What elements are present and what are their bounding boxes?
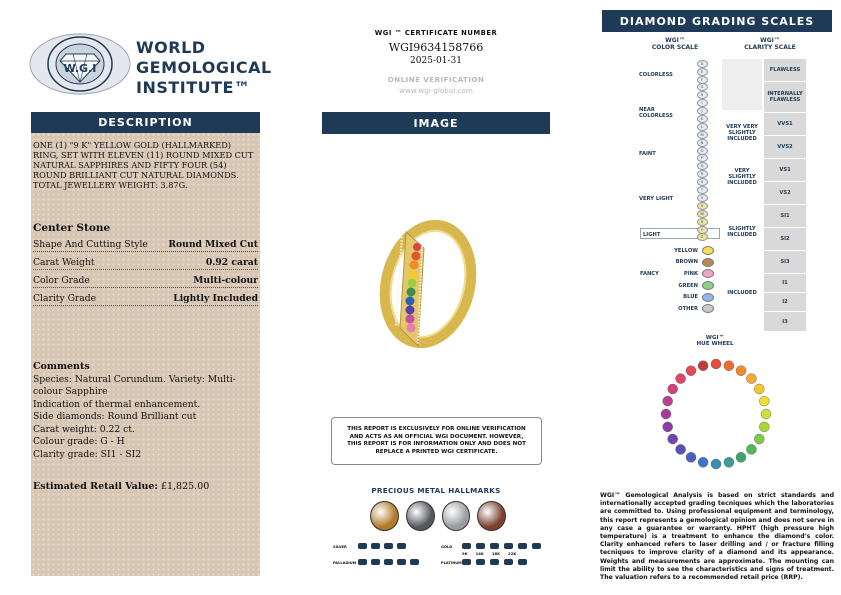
hue-swatch [698,457,708,467]
clarity-grade-cell: FLAWLESS [764,58,806,81]
fancy-color-item: OTHER [660,303,714,315]
hue-swatch [676,374,686,384]
logo-line-2: GEMOLOGICAL [136,58,272,77]
gold-karat-row: 9K 14K 18K 22K [462,551,517,556]
wgi-logo-seal [28,28,132,100]
clarity-grade-cell: VVS2 [764,135,806,158]
clarity-group-si: SLIGHTLY INCLUDED [722,198,762,265]
retail-value [33,481,209,492]
hue-wheel [655,348,777,476]
hallmark-gold-label: GOLD [441,545,453,549]
color-grade-diamond-icon: L [694,123,710,131]
hue-swatch [746,444,756,454]
color-grade-diamond-icon: U [694,194,710,202]
color-grade-diamond-icon: X [694,218,710,226]
hue-swatch [736,366,746,376]
verification-link[interactable]: www.wgi-global.com [399,86,473,95]
fancy-color-item: BROWN [660,257,714,269]
retail-amount: £1,825.00 [160,481,210,492]
hue-swatch [663,422,673,432]
hue-swatch [724,361,734,371]
hue-swatch [754,384,764,394]
clarity-group-i: INCLUDED [722,264,762,320]
fancy-diamond-icon [702,281,714,290]
color-group-label: LIGHT [643,232,661,238]
color-grade-diamond-icon: H [694,92,710,100]
color-group-label: COLORLESS [639,72,673,78]
hue-swatch [759,422,769,432]
hue-swatch [724,457,734,467]
color-grade-diamond-icon: M [694,131,710,139]
fine-print: WGI™ Gemological Analysis is based on strict standards and internationally accepted grading tecniques which the laboratories are committed to. Using professional equipment and terminology, this report represents a gemological opinion and does not serve in any case a guarantee or warranty. HPHT (high pressure high temperature) is a treatment to enhance the diamond's color. Clarity enhanced refers to laser drilling and / or fracture filling tecniques to improve clarity of a diamond and its appearance. Weights and measurements are approximate. The mounting can limit the ability to see the characteristics and signs of treatment. The valuation refers to a recommended retail price (RRP). [600,492,834,582]
clarity-scale-title: WGI™ CLARITY SCALE [744,37,796,51]
grading-header: DIAMOND GRADING SCALES [602,10,832,32]
hallmark-palladium-label: PALLADIUM [333,561,357,565]
certificate-date: 2025-01-31 [410,56,462,66]
description-text: ONE (1) "9 K" YELLOW GOLD (HALLMARKED) RING, SET WITH ELEVEN (11) ROUND MIXED CUT NATURAL SAPPHIRES AND FIFTY FOUR (54) ROUND BRILLIANT CUT NATURAL DIAMONDS. TOTAL JEWELLERY WEIGHT: 3.87G. [33,140,254,190]
comments-section [33,361,248,461]
center-stone-row: Clarity Grade Lightly Included [33,288,258,306]
color-group-label: NEAR COLORLESS [639,107,673,119]
color-grade-diamond-icon: J [694,107,710,115]
center-stone-title: Center Stone [33,222,111,234]
clarity-grade-cell: I3 [764,311,806,331]
hallmark-coin-icon [406,501,435,531]
clarity-scale [722,58,806,325]
hue-swatch [761,409,771,419]
center-stone-row: Shape And Cutting Style Round Mixed Cut [33,234,258,252]
color-grade-diamond-icon: S [694,178,710,186]
comment-line: Clarity grade: SI1 - SI2 [33,448,142,460]
color-grade-diamond-icon: Z [694,234,710,242]
hallmark-coin-icon [370,501,399,531]
color-grade-diamond-icon: N [694,139,710,147]
color-scale-title: WGI™ COLOR SCALE [651,37,699,51]
seal-text: W.G.I [63,62,97,75]
fancy-diamond-icon [702,304,714,313]
ring-photo [372,208,482,358]
clarity-grade-cell: SI2 [764,227,806,250]
certificate-number: WGI9634158766 [388,41,484,54]
hallmark-coin-icon [477,501,506,531]
color-grade-diamond-icon: P [694,155,710,163]
fancy-diamond-icon [702,246,714,255]
retail-label: Estimated Retail Value: [33,481,158,492]
color-grade-diamond-icon: V [694,202,710,210]
clarity-grade-cell: SI3 [764,250,806,273]
clarity-group-vs: VERY SLIGHTLY INCLUDED [722,154,762,199]
hue-wheel-title: WGI™ HUE WHEEL [696,335,734,347]
hallmark-coins [370,501,506,533]
fancy-color-item: PINK [660,268,714,280]
hue-swatch [676,444,686,454]
color-grade-diamond-icon: F [694,76,710,84]
hue-swatch [663,396,673,406]
fancy-diamond-icon [702,269,714,278]
hue-swatch [759,396,769,406]
description-header: DESCRIPTION [31,112,260,133]
clarity-grade-cell: VS1 [764,158,806,181]
center-stone-row: Carat Weight 0.92 carat [33,252,258,270]
color-grade-diamond-icon: D [694,60,710,68]
hue-swatch [711,459,721,469]
comment-line: Side diamonds: Round Brilliant cut [33,411,197,422]
hallmark-silver-label: SILVER [333,545,347,549]
fancy-diamond-icon [702,258,714,267]
hallmark-stamps [356,542,546,572]
fancy-diamond-icon [702,293,714,302]
hue-swatch [754,434,764,444]
comment-line: Indication of thermal enhancement. [33,398,201,410]
center-stone-row: Color Grade Multi-colour [33,270,258,288]
color-grade-diamond-icon: W [694,210,710,218]
hallmark-platinum-label: PLATINUM [441,561,462,565]
color-grade-diamond-icon: K [694,115,710,123]
center-stone-section [33,222,258,306]
color-grade-diamond-icon: T [694,186,710,194]
hue-swatch [686,452,696,462]
logo-wordmark [136,38,272,98]
comment-line: Species: Natural Corundum. Variety: Multi-colour Sapphire [33,373,236,397]
hue-swatch [686,366,696,376]
clarity-grade-cell: SI1 [764,204,806,227]
color-grade-diamond-icon: E [694,68,710,76]
fancy-color-item: GREEN [660,280,714,292]
fancy-color-item: BLUE [660,291,714,303]
color-grade-diamond-icon: O [694,147,710,155]
fancy-color-item: YELLOW [660,245,714,257]
certificate-label: WGI ™ CERTIFICATE NUMBER [374,29,498,37]
comment-line: Colour grade: G - H [33,436,125,447]
hallmarks-title: PRECIOUS METAL HALLMARKS [371,486,501,495]
color-grade-diamond-icon: R [694,170,710,178]
color-grade-diamond-icon: Q [694,163,710,171]
clarity-grade-cell: I2 [764,292,806,311]
clarity-group-vvs: VERY VERY SLIGHTLY INCLUDED [722,110,762,155]
clarity-grade-cell: VS2 [764,181,806,204]
hue-swatch [698,361,708,371]
hue-swatch [668,434,678,444]
fancy-color-list [660,245,714,315]
logo-line-3: INSTITUTE™ [136,78,251,97]
hallmark-coin-icon [442,501,471,531]
verification-label: ONLINE VERIFICATION [387,75,485,84]
color-letter-column [694,60,710,241]
color-grade-diamond-icon: Y [694,226,710,234]
hue-swatch [661,409,671,419]
hue-swatch [668,384,678,394]
clarity-grade-cell: INTERNALLY FLAWLESS [764,81,806,112]
hue-swatch [736,452,746,462]
color-grade-diamond-icon: I [694,99,710,107]
color-group-label: VERY LIGHT [639,196,674,202]
logo-line-1: WORLD [136,38,206,57]
image-header: IMAGE [322,112,550,134]
hue-swatch [711,359,721,369]
hue-swatch [746,374,756,384]
color-grade-diamond-icon: G [694,84,710,92]
disclaimer-box: THIS REPORT IS EXCLUSIVELY FOR ONLINE VERIFICATION AND ACTS AS AN OFFICIAL WGI DOCUMENT. HOWEVER, THIS REPORT IS FOR INFORMATION ONLY AND DOES NOT REPLACE A PRINTED WGI CERTIFICATE. [331,417,542,465]
clarity-grade-cell: VVS1 [764,112,806,135]
comment-line: Carat weight: 0.22 ct. [33,423,135,435]
comments-title: Comments [33,361,90,372]
fancy-label: FANCY [640,271,659,277]
clarity-grade-cell: I1 [764,273,806,292]
color-group-label: FAINT [639,151,656,157]
